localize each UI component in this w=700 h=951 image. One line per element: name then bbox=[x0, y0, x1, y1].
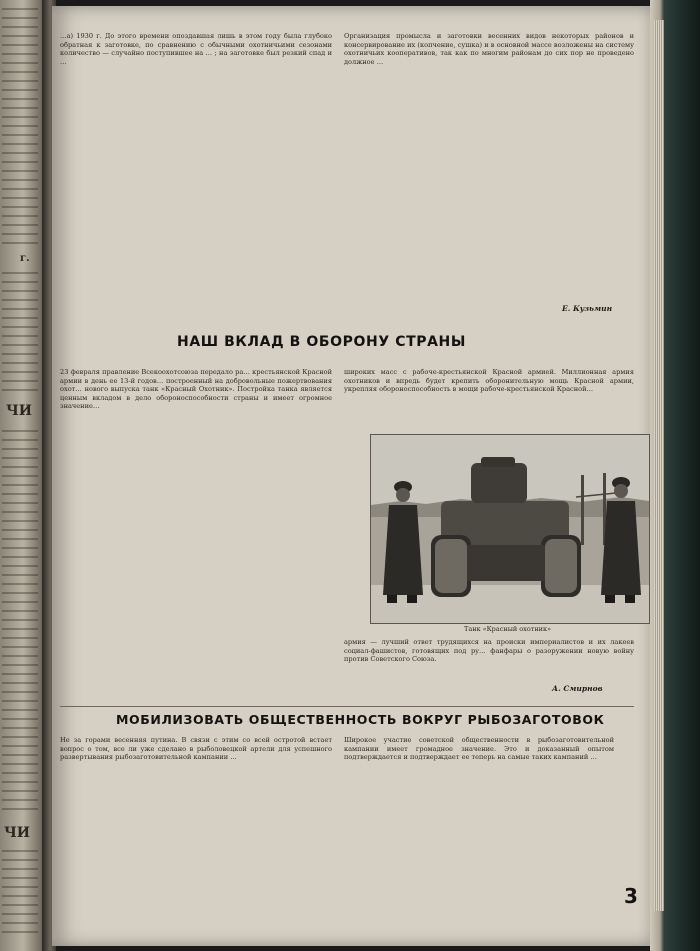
text-lines bbox=[2, 850, 38, 940]
magazine-page bbox=[52, 6, 652, 946]
page-edges bbox=[654, 20, 664, 911]
left-page-fragment-top: г. bbox=[20, 253, 30, 264]
tank-illustration bbox=[371, 435, 649, 623]
left-page-edge bbox=[0, 0, 42, 951]
article2-left-column: Не за горами весенняя путина. В связи с этим со всей остротой встает вопрос о том, все ли уже сделано в рыболовецкой артели для успешного развертывания рыбозаготовительной кампании … bbox=[60, 736, 332, 762]
page-number: 3 bbox=[624, 884, 638, 908]
article2-right-column: Широкое участие советской общественности в рыбозаготовительной кампании имеет громадное значение. Это и доказанный опытом подтверждается и подтверждает ее теперь на самые таких кампаний … bbox=[344, 736, 614, 762]
text-lines bbox=[2, 430, 38, 810]
book-binding bbox=[650, 0, 700, 951]
article-title-defense: НАШ ВКЛАД В ОБОРОНУ СТРАНЫ bbox=[177, 334, 466, 350]
section-divider bbox=[60, 706, 634, 707]
tank-photo bbox=[370, 434, 650, 624]
article1-right-column-bottom: армия — лучший ответ трудящихся на происки империалистов и их лакеев социал-фашистов, готовящих под ру… фанфары о разоружении новую войну против Советского Союза. bbox=[344, 638, 634, 664]
article-title-fish: МОБИЛИЗОВАТЬ ОБЩЕСТВЕННОСТЬ ВОКРУГ РЫБОЗАГОТОВОК bbox=[116, 712, 605, 727]
article1-right-column-top: широких масс с рабоче-крестьянской Красной армией. Миллионная армия охотников и впредь будет крепить оборонительную мощь Красной армии, укрепляя обороноспособность в мощи рабоче-крестьянской Красной… bbox=[344, 368, 634, 394]
signature-kuzmin: Е. Кузьмин bbox=[562, 304, 613, 313]
signature-smirnov: А. Смирнов bbox=[552, 684, 603, 693]
photo-caption: Танк «Красный охотник» bbox=[464, 625, 552, 633]
article1-left-column: 23 февраля правление Всекоохотсоюза передало ра… крестьянской Красной армии в день ее 13-й годов… построенный на добровольные пожертвования охот… нового выпуска танк «Красный Охотник». Постройка танка является ценным вкладом в дело обороноспособности страны и имеет огромное значение… bbox=[60, 368, 332, 411]
left-page-fragment-mid: ЧИ bbox=[6, 403, 33, 419]
text-lines bbox=[2, 8, 38, 248]
top-right-column: Организация промысла и заготовки весенних видов некоторых районов и консервирование их (копчение, сушка) и в основной массе возложены на систему охотничьих кооперативов, так как по многим районам до сих пор не проведено должное … bbox=[344, 32, 634, 66]
text-lines bbox=[2, 272, 38, 392]
left-page-fragment-bottom: ЧИ bbox=[4, 825, 31, 841]
top-left-column: …а) 1930 г. До этого времени опоздавшая лишь в этом году была глубоко обратная к заготовке, по сравнению с обычными охотничьими сезонами количество — случайно поступившее на … ; на заготовке был резкий спад и … bbox=[60, 32, 332, 66]
